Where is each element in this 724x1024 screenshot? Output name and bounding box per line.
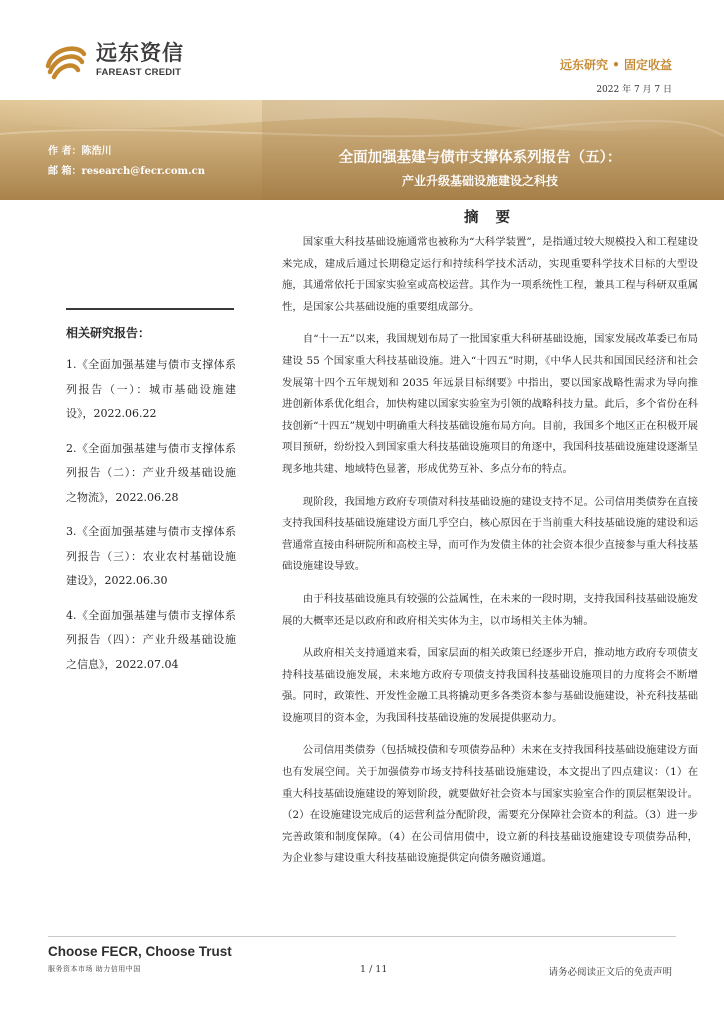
report-date: 2022 年 7 月 7 日: [596, 85, 672, 95]
page-number: 1 / 11: [360, 964, 388, 975]
abstract-body: [282, 232, 698, 881]
sidebar-divider: [66, 308, 234, 310]
abstract-paragraph-3: 现阶段，我国地方政府专项债对科技基础设施的建设支持不足。公司信用类债券在直接支持我国科技基础设施建设方面几乎空白，核心原因在于当前重大科技基础设施的建设和运营通常直接由科研院所和高校主导，而可作为发债主体的社会资本很少直接参与重大科技基础设施建设导致。: [282, 495, 698, 573]
related-report-item-3: 3.《全面加强基建与债市支撑体系列报告（三）：农业农村基础设施建设》，2022.06.30: [66, 525, 236, 587]
logo-name-cn: 远东资信: [96, 40, 184, 65]
abstract-heading: 摘 要: [463, 210, 517, 226]
abstract-paragraph-5: 从政府相关支持通道来看，国家层面的相关政策已经逐步开启，推动地方政府专项债支持科技基础设施发展，未来地方政府专项债支持我国科技基础设施项目的力度将会不断增强。同时，政策性、开发性金融工具将撬动更多各类资本参与基础设施建设，补充科技基础设施项目的资本金，为我国科技基础设施的发展提供驱动力。: [282, 647, 698, 724]
email-line: 邮 箱：research@fecr.com.cn: [48, 166, 205, 177]
company-logo: [44, 40, 214, 80]
footer-divider: [48, 936, 676, 937]
related-report-item-1: 1.《全面加强基建与债市支撑体系列报告（一）：城市基础设施建设》，2022.06.22: [66, 358, 236, 420]
abstract-paragraph-1: 国家重大科技基础设施通常也被称为“大科学装置”，是指通过较大规模投入和工程建设来完成，建成后通过长期稳定运行和持续科学技术活动，实现重要科学技术目标的大型设施，其通常依托于国家实验室或高校运营。其作为一项系统性工程，兼具工程与科研双重属性，是国家公共基础设施的重要组成部分。: [282, 236, 698, 313]
fareast-logo-icon: [44, 40, 88, 80]
related-reports-heading: 相关研究报告：: [66, 326, 151, 340]
abstract-paragraph-4: 由于科技基础设施具有较强的公益属性，在未来的一段时期，支持我国科技基础设施发展的大概率还是以政府和政府相关实体为主，以市场相关主体为辅。: [282, 592, 698, 627]
author-line: 作 者：陈浩川: [48, 146, 112, 157]
abstract-paragraph-2: 自“十一五”以来，我国规划布局了一批国家重大科研基础设施，国家发展改革委已布局建设 55 个国家重大科技基础设施。进入“十四五”时期，《中华人民共和国国民经济和社会发展第十四个五年规划和 2035 年远景目标纲要》中指出，要以国家战略性需求为导向推进创新体系优化组合，加快构建以国家实验室为引领的战略科技力量。此后，多个省份在科技创新“十四五”规划中明确重大科技基础设施布局方向。目前，我国多个地区正在积极开展项目预研，纷纷投入到国家重大科技基础设施项目的角逐中，我国科技基础设施建设逐渐呈现多地共建、地域特色显著，形成优势互补、多点分布的特点。: [282, 333, 698, 475]
related-reports-sidebar: [66, 308, 236, 687]
report-subtitle: 产业升级基础设施建设之科技: [401, 174, 558, 188]
title-banner: [0, 100, 724, 200]
series-label: 远东研究 • 固定收益: [559, 58, 672, 72]
logo-name-en: FAREAST CREDIT: [96, 66, 182, 78]
footer-slogan: Choose FECR, Choose Trust: [48, 944, 232, 959]
footer-tagline: 服务资本市场 助力信用中国: [48, 965, 141, 973]
abstract-paragraph-6: 公司信用类债券（包括城投债和专项债券品种）未来在支持我国科技基础设施建设方面也有发展空间。关于加强债券市场支持科技基础设施建设，本文提出了四点建议：（1）在重大科技基础设施建设的筹划阶段，就要做好社会资本与国家实验室合作的顶层框架设计。（2）在设施建设完成后的运营利益分配阶段，需要充分保障社会资本的利益。（3）进一步完善政策和制度保障。（4）在公司信用债中，设立新的科技基础设施建设专项债券品种，为企业参与建设重大科技基础设施提供定向债务融资通道。: [282, 744, 698, 865]
disclaimer-note: 请务必阅读正文后的免责声明: [548, 967, 672, 978]
related-report-item-4: 4.《全面加强基建与债市支撑体系列报告（四）：产业升级基础设施之信息》，2022.07.04: [66, 608, 236, 671]
report-title: 全面加强基建与债市支撑体系列报告（五）：: [338, 150, 622, 166]
related-report-item-2: 2.《全面加强基建与债市支撑体系列报告（二）：产业升级基础设施之物流》，2022.06.28: [66, 441, 236, 504]
related-reports-list: [66, 353, 236, 677]
